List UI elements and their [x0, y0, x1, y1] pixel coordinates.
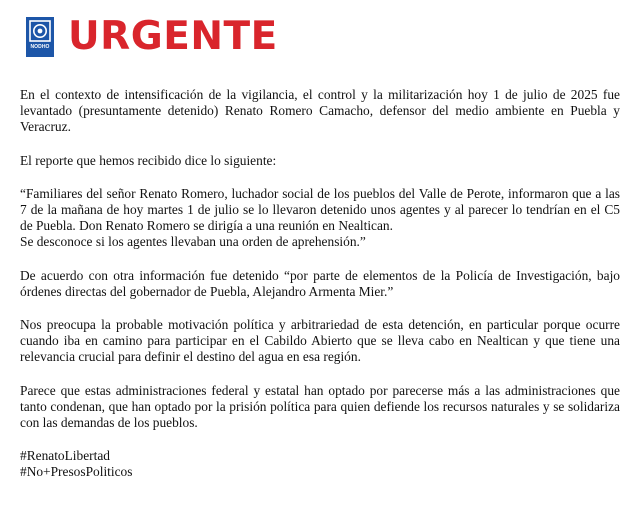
paragraph-other-info: De acuerdo con otra información fue detenido “por parte de elementos de la Policía de Investigación, bajo órdenes directas del gobernador de Puebla, Alejandro Armenta Mier.” [20, 267, 620, 299]
hashtags [20, 448, 620, 480]
hashtag-renato-libertad: #RenatoLibertad [20, 448, 110, 464]
page-title: URGENTE [68, 14, 278, 59]
paragraph-concern: Nos preocupa la probable motivación política y arbitrariedad de esta detención, en particular porque ocurre cuando iba en camino para participar en el Cabildo Abierto que se lleva cabo en Nealtican y que tiene una relevancia crucial para definir el destino del agua en esa región. [20, 317, 620, 365]
nodho-logo [26, 17, 54, 57]
hashtag-no-presos-politicos: #No+PresosPoliticos [20, 464, 133, 480]
paragraph-report-quote [20, 186, 620, 251]
nodho-logo-icon [29, 20, 51, 42]
header [26, 14, 278, 60]
paragraph-administrations: Parece que estas administraciones federal y estatal han optado por parecerse más a las administraciones que tanto condenan, que han optado por la prisión política para quien defiende los recursos naturales y se solidariza con las demandas de los pueblos. [20, 382, 620, 431]
quote-text-end: Se desconoce si los agentes llevaban una orden de aprehensión.” [20, 234, 366, 250]
quote-text: “Familiares del señor Renato Romero, luchador social de los pueblos del Valle de Perote, informaron que a las 7 de la mañana de hoy martes 1 de julio se lo llevaron detenido unos agentes y al parecer lo tendrían en el C5 de Puebla. Don Renato Romero se dirigía a una reunión en Nealtican. [20, 185, 620, 234]
paragraph-context: En el contexto de intensificación de la vigilancia, el control y la militarización hoy 1 de julio de 2025 fue levantado (presuntamente detenido) Renato Romero Camacho, defensor del medio ambiente en Puebla y Veracruz. [20, 87, 620, 135]
paragraph-report-intro: El reporte que hemos recibido dice lo siguiente: [20, 152, 277, 168]
statement-body [20, 87, 620, 481]
logo-text: NODHO [30, 44, 50, 50]
